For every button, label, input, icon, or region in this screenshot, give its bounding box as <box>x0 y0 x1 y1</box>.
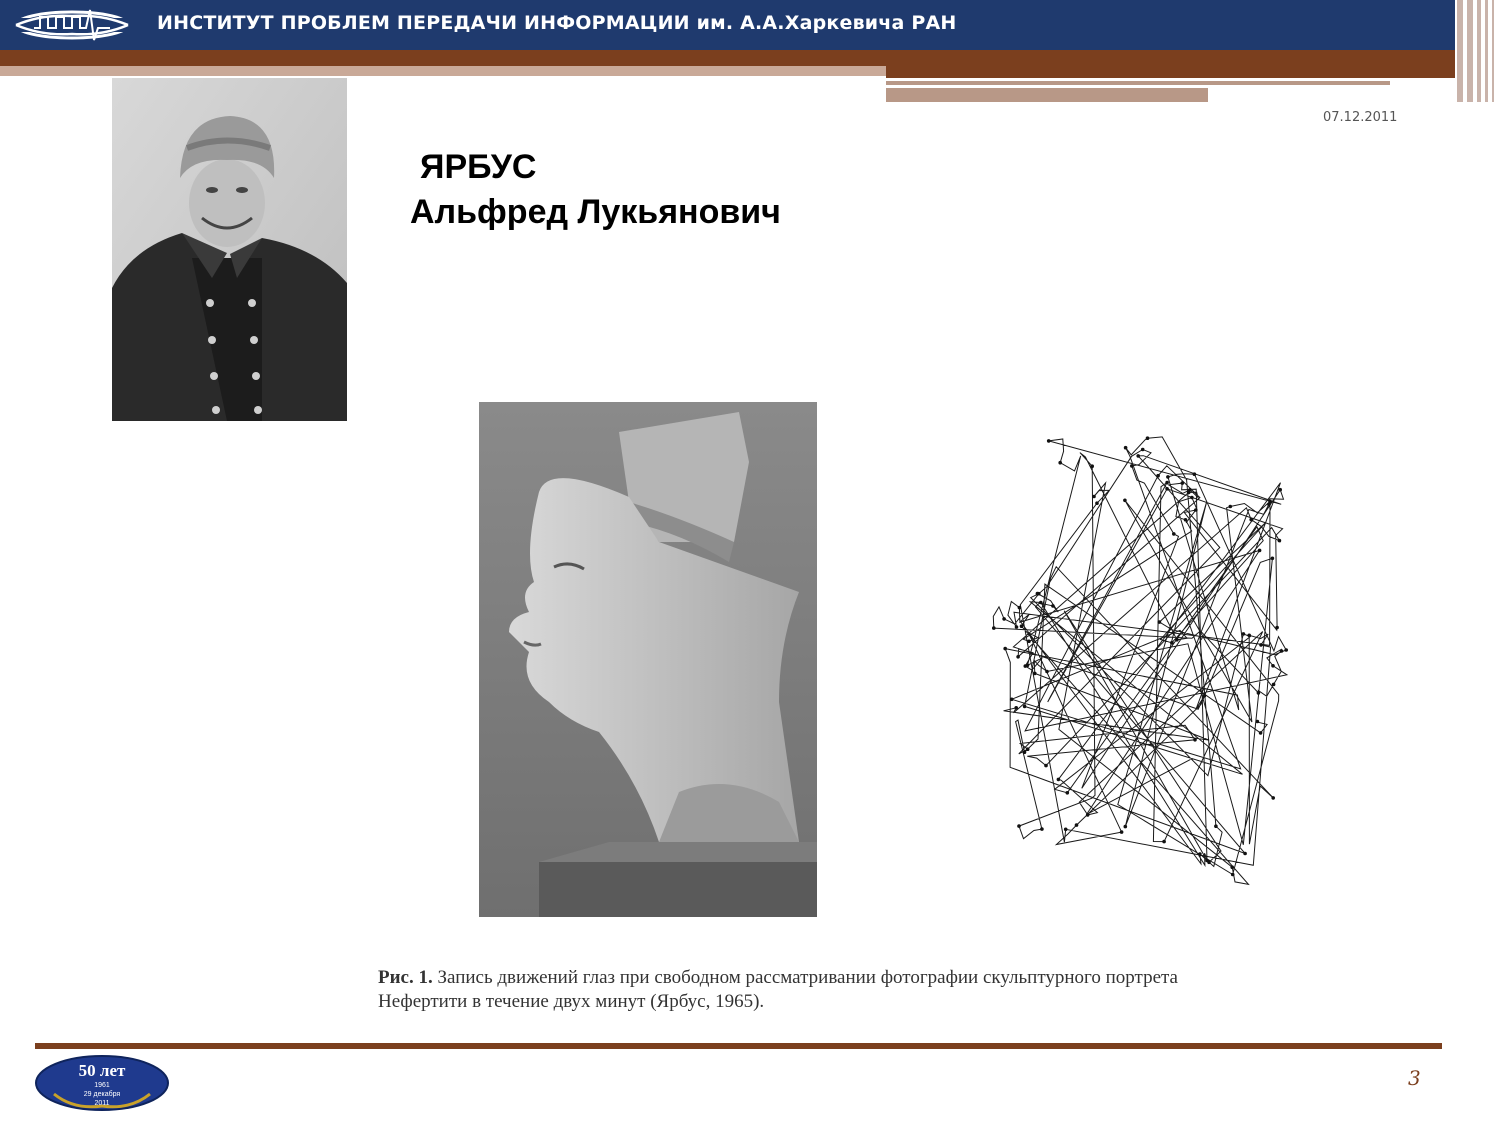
fixation-dot <box>1026 664 1030 668</box>
footer-line <box>35 1043 1442 1049</box>
fixation-dot <box>1027 640 1031 644</box>
fixation-dot <box>1198 852 1202 856</box>
person-given-names: Альфред Лукьянович <box>410 193 781 231</box>
fixation-dot <box>1165 481 1169 485</box>
header-stripe <box>0 50 1455 66</box>
fixation-dot <box>1247 634 1251 638</box>
fixation-dot <box>1229 505 1233 509</box>
fixation-dot <box>1184 518 1188 522</box>
fixation-dot <box>1156 474 1160 478</box>
fixation-dot <box>1036 592 1040 596</box>
fixation-dot <box>1165 487 1169 491</box>
figure-text-line1: Запись движений глаз при свободном рассматривании фотографии скульптурного портрета <box>432 967 1178 988</box>
header-line-lower <box>886 88 1208 102</box>
fixation-dot <box>1010 698 1014 702</box>
fixation-dot <box>1278 539 1282 543</box>
fixation-dot <box>1141 448 1145 452</box>
fixation-dot <box>1020 624 1024 628</box>
fixation-dot <box>1014 706 1018 710</box>
badge-date: 29 декабря <box>83 1091 121 1098</box>
fixation-dot <box>1146 436 1150 440</box>
fixation-dot <box>1026 747 1030 751</box>
fixation-dot <box>1123 499 1127 503</box>
fixation-dot <box>1136 454 1140 458</box>
fixation-dot <box>1271 796 1275 800</box>
header-line <box>886 81 1390 85</box>
fixation-dot <box>1003 647 1007 651</box>
fixation-dot <box>1170 641 1174 645</box>
fixation-dot <box>1124 825 1128 829</box>
fixation-dot <box>1214 824 1218 828</box>
fixation-dot <box>1033 672 1037 676</box>
fixation-dot <box>1243 852 1247 856</box>
fixation-dot <box>1040 827 1044 831</box>
fixation-dot <box>1044 764 1048 768</box>
fixation-dot <box>1280 649 1284 653</box>
figure-caption <box>378 966 1440 1014</box>
fixation-dot <box>1259 731 1263 735</box>
fixation-dot <box>992 626 996 630</box>
fixation-dot <box>1045 670 1049 674</box>
slide-date: 07.12.2011 <box>1323 110 1398 125</box>
fixation-dot <box>1017 824 1021 828</box>
fixation-dot <box>1066 791 1070 795</box>
fixation-dot <box>1284 648 1288 652</box>
page-number: 3 <box>1408 1066 1421 1090</box>
fixation-dot <box>1190 496 1194 500</box>
fixation-dot <box>1124 446 1128 450</box>
fixation-dot <box>1023 750 1027 754</box>
fixation-dot <box>1230 865 1234 869</box>
scanpath-line <box>993 437 1287 885</box>
fixation-dot <box>1193 472 1197 476</box>
fixation-dot <box>1194 508 1198 512</box>
fixation-dot <box>1231 873 1235 877</box>
fixation-dot <box>1166 475 1170 479</box>
fixation-dot <box>1193 738 1197 742</box>
institute-logo-icon <box>12 4 132 46</box>
right-decoration <box>1455 0 1500 102</box>
fixation-dot <box>1092 495 1096 499</box>
fixation-dot <box>1249 518 1253 522</box>
fixation-dot <box>1259 643 1263 647</box>
fixation-dot <box>1271 664 1275 668</box>
fixation-dot <box>1267 503 1271 507</box>
fixation-dot <box>1271 557 1275 561</box>
fixation-dot <box>1023 705 1027 709</box>
fixation-dot <box>1158 620 1162 624</box>
fixation-dot <box>1057 778 1061 782</box>
fixation-dot <box>1257 691 1261 695</box>
person-surname: ЯРБУС <box>420 148 537 186</box>
fixation-dot <box>1120 830 1124 834</box>
header-stripe-light <box>0 66 886 76</box>
fixation-dot <box>1047 439 1051 443</box>
fixation-dot <box>1203 694 1207 698</box>
fixation-dot <box>1162 840 1166 844</box>
fixation-dot <box>1188 488 1192 492</box>
fixation-dot <box>1051 604 1055 608</box>
fixation-dot <box>1242 632 1246 636</box>
fixation-dot <box>1075 823 1079 827</box>
fixation-dot <box>1278 488 1282 492</box>
anniversary-badge <box>34 1054 170 1112</box>
fixation-dot <box>1090 464 1094 468</box>
nefertiti-bust-image <box>479 402 817 917</box>
header-stripe-right <box>886 66 1455 78</box>
fixation-dot <box>1175 638 1179 642</box>
badge-title: 50 лет <box>78 1061 126 1080</box>
badge-year-start: 1961 <box>94 1082 110 1089</box>
fixation-dot <box>1207 861 1211 865</box>
fixation-dot <box>1086 813 1090 817</box>
figure-text-line2: Нефертити в течение двух минут (Ярбус, 1965). <box>378 991 765 1012</box>
figure-label: Рис. 1. <box>378 967 433 988</box>
portrait-photo <box>112 78 347 421</box>
institute-title: ИНСТИТУТ ПРОБЛЕМ ПЕРЕДАЧИ ИНФОРМАЦИИ им. А.А.Харкевича РАН <box>157 12 957 34</box>
fixation-dot <box>1256 720 1260 724</box>
fixation-dot <box>1064 828 1068 832</box>
fixation-dot <box>1039 601 1043 605</box>
fixation-dot <box>1018 606 1022 610</box>
badge-year-end: 2011 <box>94 1100 110 1107</box>
fixation-dot <box>1015 625 1019 629</box>
fixation-dot <box>1172 532 1176 536</box>
fixation-dot <box>1016 655 1020 659</box>
fixation-dot <box>1002 617 1006 621</box>
eye-movement-trace-image <box>975 410 1295 905</box>
fixation-dot <box>1258 549 1262 553</box>
fixation-dot <box>1181 481 1185 485</box>
fixation-dot <box>1058 461 1062 465</box>
fixation-dot <box>1095 501 1099 505</box>
fixation-dot <box>1130 464 1134 468</box>
fixation-dot <box>1275 626 1279 630</box>
fixation-dot <box>1272 683 1276 687</box>
